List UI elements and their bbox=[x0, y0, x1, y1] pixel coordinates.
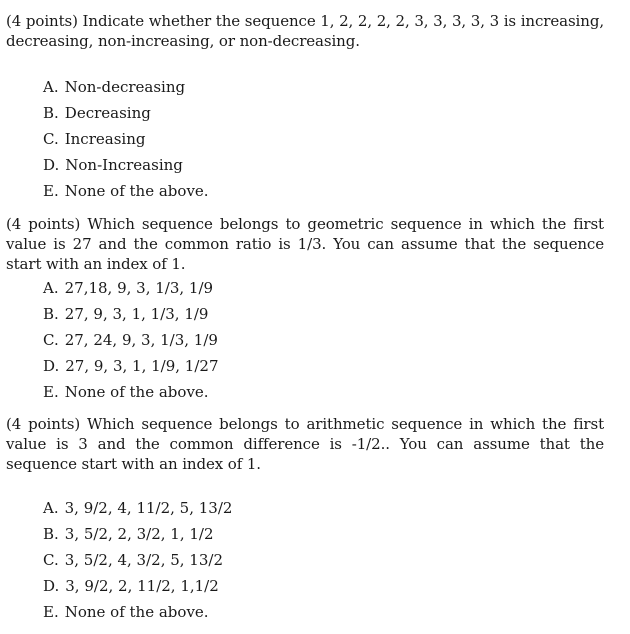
option-3c[interactable] bbox=[43, 547, 232, 573]
option-letter: B. bbox=[43, 305, 59, 323]
question-1-text: (4 points) Indicate whether the sequence 1, 2, 2, 2, 2, 3, 3, 3, 3, 3 is increasing, decreasing, non-increasing, or non-decreasing. bbox=[6, 12, 604, 50]
option-1b[interactable] bbox=[43, 100, 209, 126]
option-letter: E. bbox=[43, 383, 59, 401]
option-letter: C. bbox=[43, 551, 59, 569]
option-2d[interactable] bbox=[43, 353, 219, 379]
option-2a[interactable] bbox=[43, 275, 219, 301]
option-2e[interactable] bbox=[43, 379, 219, 405]
option-2c[interactable] bbox=[43, 327, 219, 353]
option-1d[interactable] bbox=[43, 152, 209, 178]
option-text: None of the above. bbox=[64, 383, 209, 401]
option-letter: B. bbox=[43, 525, 59, 543]
option-text: None of the above. bbox=[64, 603, 209, 621]
option-letter: C. bbox=[43, 130, 59, 148]
question-2-options bbox=[43, 275, 219, 405]
option-text: 3, 5/2, 4, 3/2, 5, 13/2 bbox=[64, 551, 223, 569]
option-3a[interactable] bbox=[43, 495, 232, 521]
option-3e[interactable] bbox=[43, 599, 232, 625]
option-text: Decreasing bbox=[64, 104, 151, 122]
question-3 bbox=[6, 414, 604, 474]
question-2-text: (4 points) Which sequence belongs to geometric sequence in which the first value is 27 and the common ratio is 1/3. You can assume that the sequence start with an index of 1. bbox=[6, 215, 604, 273]
option-text: 27, 24, 9, 3, 1/3, 1/9 bbox=[64, 331, 218, 349]
option-3b[interactable] bbox=[43, 521, 232, 547]
option-1e[interactable] bbox=[43, 178, 209, 204]
option-letter: D. bbox=[43, 357, 60, 375]
option-letter: E. bbox=[43, 182, 59, 200]
option-text: Non-decreasing bbox=[64, 78, 186, 96]
option-letter: A. bbox=[43, 499, 59, 517]
option-1a[interactable] bbox=[43, 74, 209, 100]
option-text: 3, 9/2, 2, 11/2, 1,1/2 bbox=[65, 577, 219, 595]
option-text: Increasing bbox=[64, 130, 146, 148]
question-1 bbox=[6, 11, 604, 51]
option-text: 27,18, 9, 3, 1/3, 1/9 bbox=[64, 279, 214, 297]
option-1c[interactable] bbox=[43, 126, 209, 152]
option-text: 3, 5/2, 2, 3/2, 1, 1/2 bbox=[64, 525, 214, 543]
option-letter: A. bbox=[43, 78, 59, 96]
option-text: Non-Increasing bbox=[65, 156, 183, 174]
option-letter: C. bbox=[43, 331, 59, 349]
option-letter: D. bbox=[43, 577, 60, 595]
question-1-options bbox=[43, 74, 209, 204]
option-letter: D. bbox=[43, 156, 60, 174]
option-text: 27, 9, 3, 1, 1/9, 1/27 bbox=[65, 357, 219, 375]
question-3-options bbox=[43, 495, 232, 625]
option-text: 3, 9/2, 4, 11/2, 5, 13/2 bbox=[64, 499, 233, 517]
question-2 bbox=[6, 214, 604, 274]
option-letter: A. bbox=[43, 279, 59, 297]
question-3-text: (4 points) Which sequence belongs to arithmetic sequence in which the first value is 3 and the common difference is -1/2.. You can assume that the sequence start with an index of 1. bbox=[6, 415, 604, 473]
option-2b[interactable] bbox=[43, 301, 219, 327]
option-letter: B. bbox=[43, 104, 59, 122]
option-3d[interactable] bbox=[43, 573, 232, 599]
option-text: 27, 9, 3, 1, 1/3, 1/9 bbox=[64, 305, 209, 323]
option-text: None of the above. bbox=[64, 182, 209, 200]
option-letter: E. bbox=[43, 603, 59, 621]
